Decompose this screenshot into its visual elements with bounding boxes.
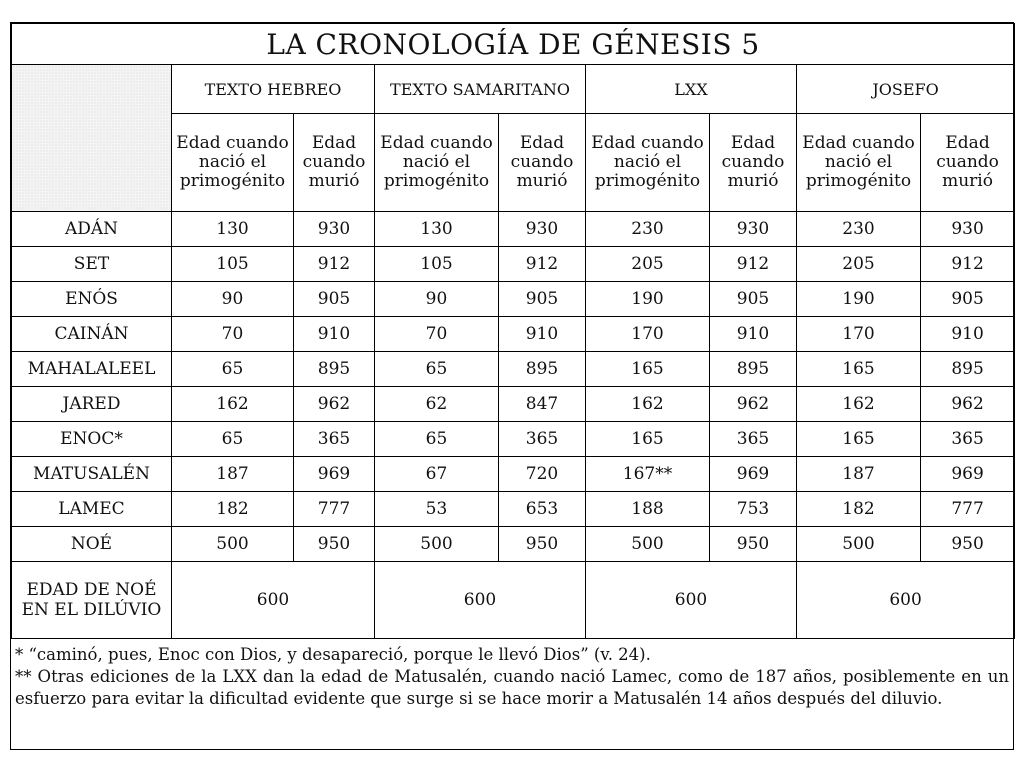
death-age-cell: 895	[499, 352, 586, 387]
birth-age-cell: 165	[586, 352, 710, 387]
birth-age-cell: 205	[797, 247, 921, 282]
death-age-cell: 950	[499, 527, 586, 562]
birth-age-cell: 230	[586, 212, 710, 247]
footnote-lxx: ** Otras ediciones de la LXX dan la edad de Matusalén, cuando nació Lamec, como de 187 años, posiblemente en un esfuerzo para evitar la dificultad evidente que surge si se hace morir a Matusalén 14 años después del diluvio.	[15, 667, 1009, 708]
subheader-birth-age: Edad cuando nació el primogénito	[172, 114, 294, 212]
table-row	[12, 527, 1015, 562]
source-header: JOSEFO	[797, 65, 1015, 114]
birth-age-cell: 90	[172, 282, 294, 317]
birth-age-cell: 165	[797, 422, 921, 457]
chronology-table	[11, 23, 1015, 639]
blank-corner-cell	[12, 65, 172, 212]
subheader-death-age: Edad cuando murió	[499, 114, 586, 212]
death-age-cell: 905	[499, 282, 586, 317]
death-age-cell: 777	[294, 492, 375, 527]
patriarch-name: CAINÁN	[12, 317, 172, 352]
death-age-cell: 777	[921, 492, 1015, 527]
chronology-table-frame	[10, 22, 1014, 750]
flood-age-label: EDAD DE NOÉ EN EL DILÚVIO	[12, 562, 172, 639]
birth-age-cell: 182	[797, 492, 921, 527]
death-age-cell: 962	[710, 387, 797, 422]
death-age-cell: 912	[499, 247, 586, 282]
birth-age-cell: 170	[586, 317, 710, 352]
birth-age-cell: 230	[797, 212, 921, 247]
table-row	[12, 422, 1015, 457]
birth-age-cell: 165	[797, 352, 921, 387]
death-age-cell: 910	[921, 317, 1015, 352]
death-age-cell: 912	[294, 247, 375, 282]
death-age-cell: 950	[710, 527, 797, 562]
flood-age-row	[12, 562, 1015, 639]
patriarch-name: NOÉ	[12, 527, 172, 562]
death-age-cell: 930	[499, 212, 586, 247]
flood-age-cell: 600	[586, 562, 797, 639]
death-age-cell: 962	[921, 387, 1015, 422]
birth-age-cell: 105	[172, 247, 294, 282]
footnote-enoc: * “caminó, pues, Enoc con Dios, y desapareció, porque le llevó Dios” (v. 24).	[15, 645, 651, 664]
birth-age-cell: 130	[375, 212, 499, 247]
death-age-cell: 969	[710, 457, 797, 492]
birth-age-cell: 67	[375, 457, 499, 492]
death-age-cell: 930	[294, 212, 375, 247]
death-age-cell: 720	[499, 457, 586, 492]
subheader-birth-age: Edad cuando nació el primogénito	[586, 114, 710, 212]
birth-age-cell: 500	[172, 527, 294, 562]
birth-age-cell: 65	[172, 352, 294, 387]
birth-age-cell: 188	[586, 492, 710, 527]
table-row	[12, 212, 1015, 247]
birth-age-cell: 190	[797, 282, 921, 317]
death-age-cell: 950	[921, 527, 1015, 562]
death-age-cell: 930	[710, 212, 797, 247]
birth-age-cell: 130	[172, 212, 294, 247]
table-row	[12, 352, 1015, 387]
birth-age-cell: 170	[797, 317, 921, 352]
birth-age-cell: 62	[375, 387, 499, 422]
death-age-cell: 905	[294, 282, 375, 317]
birth-age-cell: 162	[172, 387, 294, 422]
birth-age-cell: 90	[375, 282, 499, 317]
death-age-cell: 969	[921, 457, 1015, 492]
table-row	[12, 457, 1015, 492]
subheader-death-age: Edad cuando murió	[921, 114, 1015, 212]
birth-age-cell: 70	[172, 317, 294, 352]
death-age-cell: 895	[294, 352, 375, 387]
footnotes	[11, 639, 1013, 710]
death-age-cell: 969	[294, 457, 375, 492]
table-row	[12, 282, 1015, 317]
flood-age-cell: 600	[797, 562, 1015, 639]
birth-age-cell: 182	[172, 492, 294, 527]
birth-age-cell: 190	[586, 282, 710, 317]
table-row	[12, 387, 1015, 422]
patriarch-name: MAHALALEEL	[12, 352, 172, 387]
subheader-birth-age: Edad cuando nació el primogénito	[375, 114, 499, 212]
flood-age-cell: 600	[375, 562, 586, 639]
birth-age-cell: 70	[375, 317, 499, 352]
birth-age-cell: 167**	[586, 457, 710, 492]
flood-age-cell: 600	[172, 562, 375, 639]
table-row	[12, 492, 1015, 527]
birth-age-cell: 500	[375, 527, 499, 562]
birth-age-cell: 500	[797, 527, 921, 562]
death-age-cell: 365	[499, 422, 586, 457]
birth-age-cell: 187	[797, 457, 921, 492]
death-age-cell: 905	[921, 282, 1015, 317]
death-age-cell: 365	[710, 422, 797, 457]
subheader-death-age: Edad cuando murió	[710, 114, 797, 212]
source-header: TEXTO HEBREO	[172, 65, 375, 114]
subheader-death-age: Edad cuando murió	[294, 114, 375, 212]
death-age-cell: 895	[710, 352, 797, 387]
death-age-cell: 950	[294, 527, 375, 562]
birth-age-cell: 105	[375, 247, 499, 282]
table-row	[12, 317, 1015, 352]
death-age-cell: 753	[710, 492, 797, 527]
birth-age-cell: 65	[375, 352, 499, 387]
birth-age-cell: 500	[586, 527, 710, 562]
death-age-cell: 912	[921, 247, 1015, 282]
patriarch-name: MATUSALÉN	[12, 457, 172, 492]
death-age-cell: 910	[710, 317, 797, 352]
subheader-birth-age: Edad cuando nació el primogénito	[797, 114, 921, 212]
death-age-cell: 910	[294, 317, 375, 352]
death-age-cell: 895	[921, 352, 1015, 387]
death-age-cell: 653	[499, 492, 586, 527]
birth-age-cell: 53	[375, 492, 499, 527]
page-title: LA CRONOLOGÍA DE GÉNESIS 5	[12, 24, 1015, 65]
birth-age-cell: 162	[797, 387, 921, 422]
patriarch-name: JARED	[12, 387, 172, 422]
birth-age-cell: 162	[586, 387, 710, 422]
birth-age-cell: 165	[586, 422, 710, 457]
birth-age-cell: 65	[172, 422, 294, 457]
death-age-cell: 905	[710, 282, 797, 317]
table-row	[12, 247, 1015, 282]
birth-age-cell: 65	[375, 422, 499, 457]
patriarch-name: SET	[12, 247, 172, 282]
patriarch-name: ENOC*	[12, 422, 172, 457]
death-age-cell: 912	[710, 247, 797, 282]
death-age-cell: 930	[921, 212, 1015, 247]
death-age-cell: 847	[499, 387, 586, 422]
source-header: LXX	[586, 65, 797, 114]
death-age-cell: 910	[499, 317, 586, 352]
birth-age-cell: 205	[586, 247, 710, 282]
source-header: TEXTO SAMARITANO	[375, 65, 586, 114]
patriarch-name: LAMEC	[12, 492, 172, 527]
death-age-cell: 365	[921, 422, 1015, 457]
patriarch-name: ENÓS	[12, 282, 172, 317]
patriarch-name: ADÁN	[12, 212, 172, 247]
birth-age-cell: 187	[172, 457, 294, 492]
death-age-cell: 365	[294, 422, 375, 457]
death-age-cell: 962	[294, 387, 375, 422]
